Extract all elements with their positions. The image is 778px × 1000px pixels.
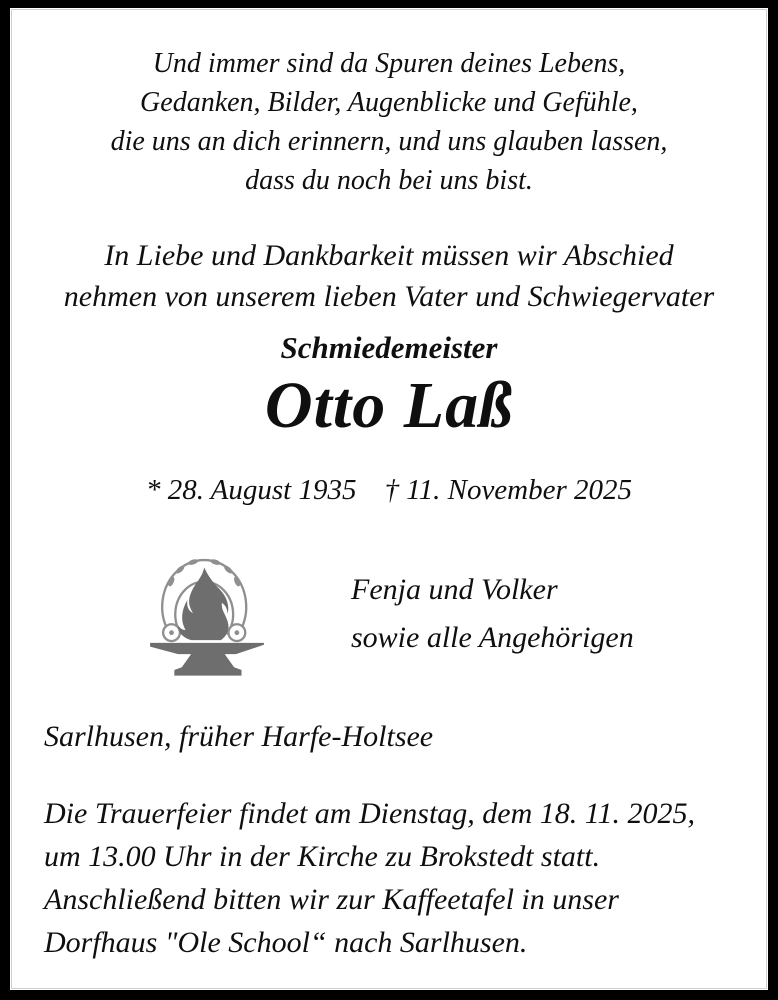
birth-date: * 28. August 1935: [145, 474, 357, 506]
mourner-line: Fenja und Volker: [351, 573, 558, 606]
funeral-line: Die Trauerfeier findet am Dienstag, dem 18. 11. 2025,: [44, 797, 696, 830]
death-date: † 11. November 2025: [384, 474, 633, 506]
intro-text: [10, 235, 768, 317]
intro-line: In Liebe und Dankbarkeit müssen wir Abschied: [104, 239, 674, 272]
epigraph-line: dass du noch bei uns bist.: [245, 165, 533, 196]
funeral-line: Dorfhaus "Ole School“ nach Sarlhusen.: [44, 926, 528, 959]
epigraph-line: Und immer sind da Spuren deines Lebens,: [152, 48, 626, 79]
epigraph: [10, 44, 768, 200]
mourners: [351, 566, 634, 662]
mourner-row: [10, 544, 768, 684]
horseshoe-flame-anvil-icon: [145, 544, 269, 684]
obituary-notice: [10, 8, 768, 990]
epigraph-line: Gedanken, Bilder, Augenblicke und Gefühle,: [140, 87, 638, 118]
intro-line: nehmen von unserem lieben Vater und Schwiegervater: [63, 280, 715, 313]
mourner-line: sowie alle Angehörigen: [351, 621, 634, 654]
profession-title: Schmiedemeister: [280, 330, 498, 365]
residence-line: Sarlhusen, früher Harfe-Holtsee: [44, 720, 434, 753]
deceased-name: Otto Laß: [264, 369, 514, 442]
epigraph-line: die uns an dich erinnern, und uns glauben lassen,: [110, 126, 668, 157]
funeral-line: um 13.00 Uhr in der Kirche zu Brokstedt statt.: [44, 840, 601, 873]
funeral-info: [10, 792, 768, 964]
life-dates: [10, 474, 768, 507]
funeral-line: Anschließend bitten wir zur Kaffeetafel in unser: [44, 883, 619, 916]
